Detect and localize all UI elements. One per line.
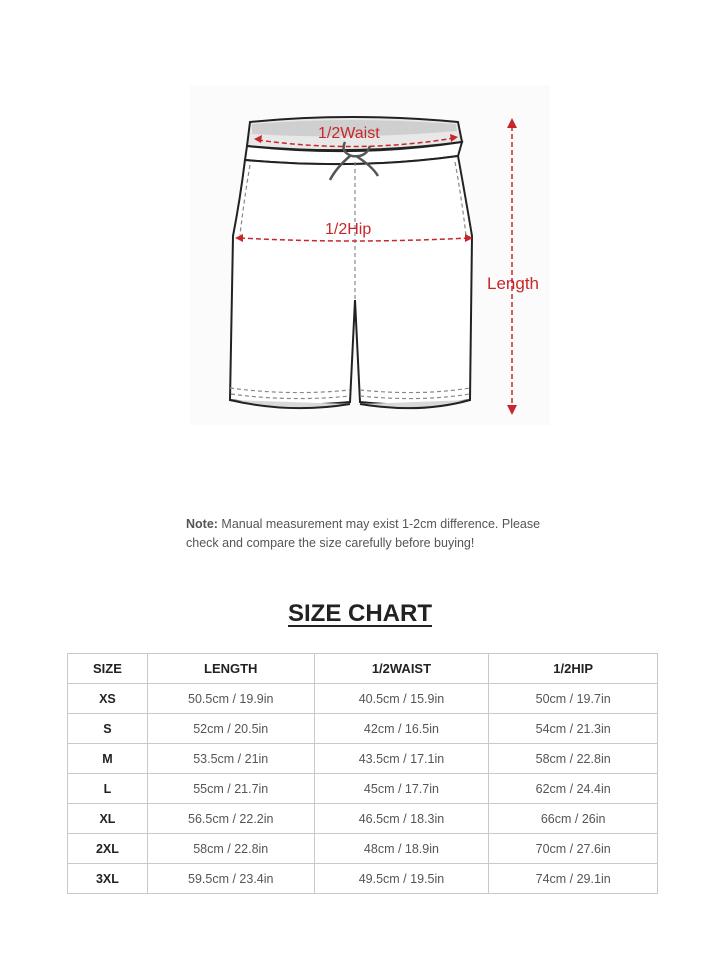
hip-cell: 54cm / 21.3in: [489, 714, 658, 744]
waist-cell: 40.5cm / 15.9in: [314, 684, 489, 714]
note-text: Manual measurement may exist 1-2cm difference. Please check and compare the size carefully before buying!: [186, 517, 541, 550]
length-cell: 50.5cm / 19.9in: [147, 684, 314, 714]
size-cell: 3XL: [68, 864, 148, 894]
size-chart-table: [67, 653, 658, 894]
size-chart-title: [0, 600, 720, 628]
waist-cell: 45cm / 17.7in: [314, 774, 489, 804]
table-row: [68, 744, 658, 774]
waist-cell: 42cm / 16.5in: [314, 714, 489, 744]
length-cell: 58cm / 22.8in: [147, 834, 314, 864]
size-cell: L: [68, 774, 148, 804]
size-cell: S: [68, 714, 148, 744]
size-cell: XL: [68, 804, 148, 834]
note-prefix: Note:: [186, 517, 218, 531]
hip-cell: 74cm / 29.1in: [489, 864, 658, 894]
header-length: LENGTH: [147, 654, 314, 684]
length-label: Length: [487, 274, 539, 293]
table-row: [68, 684, 658, 714]
size-cell: XS: [68, 684, 148, 714]
size-cell: 2XL: [68, 834, 148, 864]
waist-cell: 48cm / 18.9in: [314, 834, 489, 864]
hip-label: 1/2Hip: [325, 221, 372, 238]
waist-cell: 49.5cm / 19.5in: [314, 864, 489, 894]
hip-cell: 58cm / 22.8in: [489, 744, 658, 774]
waist-cell: 43.5cm / 17.1in: [314, 744, 489, 774]
header-size: SIZE: [68, 654, 148, 684]
length-cell: 59.5cm / 23.4in: [147, 864, 314, 894]
hip-cell: 70cm / 27.6in: [489, 834, 658, 864]
hip-cell: 62cm / 24.4in: [489, 774, 658, 804]
length-cell: 53.5cm / 21in: [147, 744, 314, 774]
measurement-note: [186, 515, 566, 553]
shorts-illustration: [0, 0, 720, 440]
table-row: [68, 774, 658, 804]
table-header-row: [68, 654, 658, 684]
header-half-hip: 1/2HIP: [489, 654, 658, 684]
header-half-waist: 1/2WAIST: [314, 654, 489, 684]
table-row: [68, 834, 658, 864]
hip-cell: 50cm / 19.7in: [489, 684, 658, 714]
table-row: [68, 864, 658, 894]
waist-cell: 46.5cm / 18.3in: [314, 804, 489, 834]
table-row: [68, 714, 658, 744]
length-cell: 52cm / 20.5in: [147, 714, 314, 744]
table-row: [68, 804, 658, 834]
size-cell: M: [68, 744, 148, 774]
length-cell: 55cm / 21.7in: [147, 774, 314, 804]
length-cell: 56.5cm / 22.2in: [147, 804, 314, 834]
waist-label: 1/2Waist: [318, 125, 380, 142]
hip-cell: 66cm / 26in: [489, 804, 658, 834]
size-chart-title-text: SIZE CHART: [288, 600, 432, 627]
